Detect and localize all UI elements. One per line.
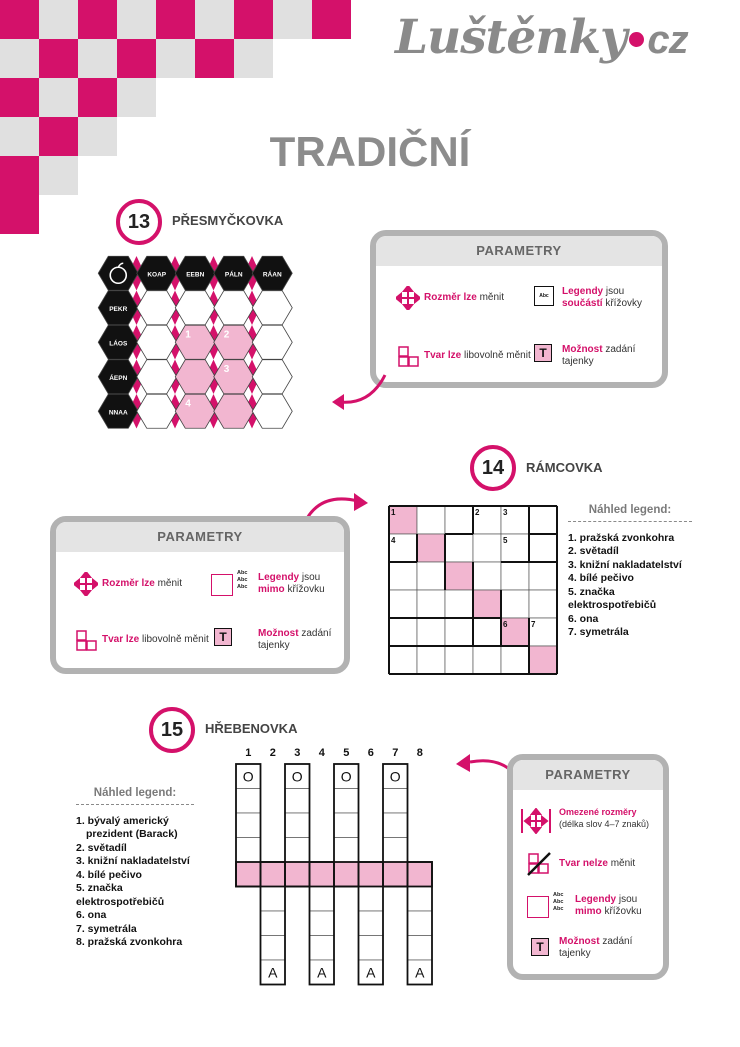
hex-cell xyxy=(175,325,215,359)
grid-cell xyxy=(529,646,557,674)
grid-cell xyxy=(408,936,433,961)
section-14-name: RÁMCOVKA xyxy=(526,460,603,475)
legend-item: prezident (Barack) xyxy=(86,828,178,840)
option-legends: Legendy jsou součástí křížovky xyxy=(562,286,643,309)
hex-cell xyxy=(175,360,215,394)
panel-header: PARAMETRY xyxy=(376,236,662,266)
band-cell xyxy=(359,862,384,887)
cell-number: 2 xyxy=(475,508,480,517)
arrow-13-icon xyxy=(330,370,400,415)
checker-cell xyxy=(39,78,78,117)
checker-cell xyxy=(312,0,351,39)
grid-cell xyxy=(285,789,310,814)
option-shape-fixed: Tvar nelze měnit xyxy=(559,858,636,869)
grid-cell xyxy=(445,506,473,534)
resize-arrows-icon xyxy=(396,286,420,310)
column-clue: EEBN xyxy=(186,271,205,279)
option-resize: Rozměr lze měnit xyxy=(424,292,505,303)
column-number: 3 xyxy=(294,747,301,759)
hex-cell xyxy=(214,360,254,394)
row-clue: NNAA xyxy=(108,409,128,417)
band-cell xyxy=(383,862,408,887)
grid-cell xyxy=(529,562,557,590)
legend-14 xyxy=(568,504,692,640)
checker-cell xyxy=(195,0,234,39)
band-cell xyxy=(310,862,335,887)
checker-cell xyxy=(0,39,39,78)
hex-cell xyxy=(252,394,292,428)
grid-cell xyxy=(334,789,359,814)
checker-cell xyxy=(0,78,39,117)
grid-cell xyxy=(389,562,417,590)
option-legends: Legendy jsou mimo křížovku xyxy=(575,894,642,917)
grid-cell xyxy=(389,590,417,618)
grid-cell xyxy=(473,562,501,590)
grid-cell xyxy=(473,646,501,674)
panel-header: PARAMETRY xyxy=(513,760,663,790)
grid-cell xyxy=(383,838,408,863)
legend-box-icon xyxy=(211,574,233,596)
resize-arrows-icon xyxy=(74,572,98,596)
cell-number: 1 xyxy=(185,329,191,341)
checker-cell xyxy=(78,39,117,78)
grid-cell xyxy=(417,590,445,618)
checker-cell xyxy=(39,39,78,78)
cell-number: 5 xyxy=(503,536,508,545)
logo-dot xyxy=(629,32,644,47)
secret-t-icon: T xyxy=(214,628,232,646)
legend-item: 7. symetrála xyxy=(76,922,137,935)
grid-cell xyxy=(445,590,473,618)
grid-cell xyxy=(529,534,557,562)
option-secret: Možnost zadání tajenky xyxy=(559,936,633,959)
checker-cell xyxy=(117,0,156,39)
cell-letter: O xyxy=(291,768,303,785)
abc-icon: Abc Abc Abc xyxy=(553,892,564,912)
checker-cell xyxy=(78,78,117,117)
grid-cell xyxy=(501,646,529,674)
column-number: 1 xyxy=(245,747,252,759)
grid-cell xyxy=(445,534,473,562)
cell-letter: A xyxy=(317,964,327,981)
grid-cell xyxy=(529,506,557,534)
grid-cell xyxy=(473,618,501,646)
option-legends: Legendy jsou mimo křížovku xyxy=(258,572,325,595)
cell-number: 2 xyxy=(223,329,230,341)
shape-icon xyxy=(398,346,420,368)
shape-icon xyxy=(76,630,98,652)
column-clue: KOAP xyxy=(147,271,167,279)
legend-item: 4. bílé pečivo xyxy=(568,572,634,584)
checker-cell xyxy=(156,0,195,39)
hex-cell xyxy=(252,325,292,359)
hex-cell xyxy=(137,394,177,428)
hex-cell xyxy=(175,394,215,428)
hex-cell xyxy=(137,291,177,325)
grid-cell xyxy=(445,646,473,674)
section-14-number: 14 xyxy=(470,445,516,491)
presmyckovka-grid xyxy=(97,254,302,429)
band-cell xyxy=(285,862,310,887)
column-clue: PÁLN xyxy=(224,271,243,279)
page-title: TRADIČNÍ xyxy=(269,128,471,175)
checker-cell xyxy=(0,0,39,39)
logo-tld: cz xyxy=(647,18,688,62)
cell-number: 4 xyxy=(391,536,396,545)
grid-cell xyxy=(285,838,310,863)
abc-icon: Abc Abc Abc xyxy=(237,570,248,590)
panel-header: PARAMETRY xyxy=(56,522,344,552)
column-number: 7 xyxy=(392,747,399,759)
limited-size-icon xyxy=(521,808,551,834)
column-number: 4 xyxy=(318,747,325,759)
section-15-number: 15 xyxy=(149,707,195,753)
grid-cell xyxy=(236,789,261,814)
cell-number: 1 xyxy=(391,508,396,517)
hex-cell xyxy=(252,291,292,325)
hex-cell xyxy=(137,360,177,394)
hex-cell xyxy=(214,291,254,325)
grid-cell xyxy=(408,887,433,912)
grid-cell xyxy=(473,590,501,618)
grid-cell xyxy=(529,590,557,618)
band-cell xyxy=(408,862,433,887)
grid-cell xyxy=(445,618,473,646)
hex-cell xyxy=(214,325,254,359)
option-resize: Rozměr lze měnit xyxy=(102,578,183,589)
legend-item: 5. značka elektrospotřebičů xyxy=(76,882,165,908)
cell-letter: O xyxy=(242,768,254,785)
hex-cell xyxy=(175,291,215,325)
legend-item: 6. ona xyxy=(568,612,599,625)
legend-item: 7. symetrála xyxy=(568,626,629,638)
grid-cell xyxy=(389,646,417,674)
checker-cell xyxy=(117,39,156,78)
logo[interactable] xyxy=(395,10,688,65)
column-number: 2 xyxy=(269,747,276,759)
checker-cell xyxy=(234,0,273,39)
checker-cell xyxy=(78,0,117,39)
cell-number: 7 xyxy=(531,620,536,629)
grid-cell xyxy=(310,887,335,912)
column-number: 6 xyxy=(367,747,374,759)
checker-cell xyxy=(0,195,39,234)
grid-cell xyxy=(501,562,529,590)
band-cell xyxy=(261,862,286,887)
option-secret: Možnost zadání tajenky xyxy=(562,344,636,367)
cell-number: 6 xyxy=(503,620,508,629)
grid-cell xyxy=(473,534,501,562)
grid-cell xyxy=(417,534,445,562)
legend-item: 4. bílé pečivo xyxy=(76,868,142,881)
row-clue: PEKR xyxy=(109,305,128,313)
grid-cell xyxy=(334,838,359,863)
grid-cell xyxy=(359,887,384,912)
band-cell xyxy=(236,862,261,887)
grid-cell xyxy=(445,562,473,590)
cell-letter: O xyxy=(340,768,352,785)
section-13-number: 13 xyxy=(116,199,162,245)
column-number: 8 xyxy=(416,747,423,759)
parameters-panel-13 xyxy=(370,230,668,388)
cell-letter: A xyxy=(268,964,278,981)
section-15-name: HŘEBENOVKA xyxy=(205,721,298,736)
checker-cell xyxy=(234,39,273,78)
option-shape: Tvar lze libovolně měnit xyxy=(424,350,531,361)
section-13-name: PŘESMYČKOVKA xyxy=(172,213,284,228)
ramcovka-grid xyxy=(387,504,559,676)
band-cell xyxy=(334,862,359,887)
grid-cell xyxy=(310,911,335,936)
cell-letter: A xyxy=(415,964,425,981)
cell-number: 3 xyxy=(223,363,230,375)
hrebenovka-grid xyxy=(230,744,440,988)
grid-cell xyxy=(383,813,408,838)
grid-cell xyxy=(417,646,445,674)
legend-title: Náhled legend: xyxy=(76,787,194,805)
legend-item: 1. bývalý americký xyxy=(76,814,169,827)
grid-cell xyxy=(408,911,433,936)
clue-cell xyxy=(98,256,138,290)
option-limited: Omezené rozměry (délka slov 4–7 znaků) xyxy=(559,807,650,829)
legend-item: 2. světadíl xyxy=(76,841,127,854)
legend-15 xyxy=(76,787,194,950)
hex-cell xyxy=(252,360,292,394)
legend-box-icon xyxy=(527,896,549,918)
grid-cell xyxy=(236,838,261,863)
cell-letter: A xyxy=(366,964,376,981)
grid-cell xyxy=(417,618,445,646)
checker-cell xyxy=(117,78,156,117)
cell-letter: O xyxy=(389,768,401,785)
secret-t-icon: T xyxy=(531,938,549,956)
logo-brand: Luštěnky xyxy=(395,10,627,65)
grid-cell xyxy=(310,936,335,961)
checker-cell xyxy=(156,39,195,78)
legend-inside-icon: Abc xyxy=(534,286,554,306)
legend-item: 3. knižní nakladatelství xyxy=(568,558,682,571)
hex-cell xyxy=(214,394,254,428)
hex-cell xyxy=(137,325,177,359)
no-shape-icon xyxy=(527,852,551,876)
parameters-panel-15 xyxy=(507,754,669,980)
grid-cell xyxy=(236,813,261,838)
grid-cell xyxy=(417,506,445,534)
legend-title: Náhled legend: xyxy=(568,504,692,522)
grid-cell xyxy=(261,887,286,912)
row-clue: ÁEPN xyxy=(109,374,128,382)
secret-t-icon: T xyxy=(534,344,552,362)
grid-cell xyxy=(417,562,445,590)
grid-cell xyxy=(261,936,286,961)
grid-cell xyxy=(334,813,359,838)
legend-item: 8. pražská zvonkohra xyxy=(76,936,183,948)
cell-number: 3 xyxy=(503,508,508,517)
column-number: 5 xyxy=(343,747,350,759)
column-clue: RÁAN xyxy=(262,271,282,279)
legend-item: 5. značka elektrospotřebičů xyxy=(568,585,657,611)
grid-cell xyxy=(261,911,286,936)
grid-cell xyxy=(501,590,529,618)
grid-cell xyxy=(359,936,384,961)
cell-number: 4 xyxy=(185,398,191,410)
grid-cell xyxy=(285,813,310,838)
row-clue: LÁOS xyxy=(109,340,128,348)
grid-cell xyxy=(389,618,417,646)
option-shape: Tvar lze libovolně měnit xyxy=(102,634,209,645)
option-secret: Možnost zadání tajenky xyxy=(258,628,332,651)
grid-cell xyxy=(359,911,384,936)
checker-cell xyxy=(39,0,78,39)
grid-cell xyxy=(383,789,408,814)
legend-item: 1. pražská zvonkohra xyxy=(568,531,675,544)
legend-item: 2. světadíl xyxy=(568,545,619,557)
parameters-panel-14 xyxy=(50,516,350,674)
checker-cell xyxy=(273,0,312,39)
legend-item: 6. ona xyxy=(76,909,107,921)
legend-item: 3. knižní nakladatelství xyxy=(76,855,190,867)
checker-cell xyxy=(195,39,234,78)
